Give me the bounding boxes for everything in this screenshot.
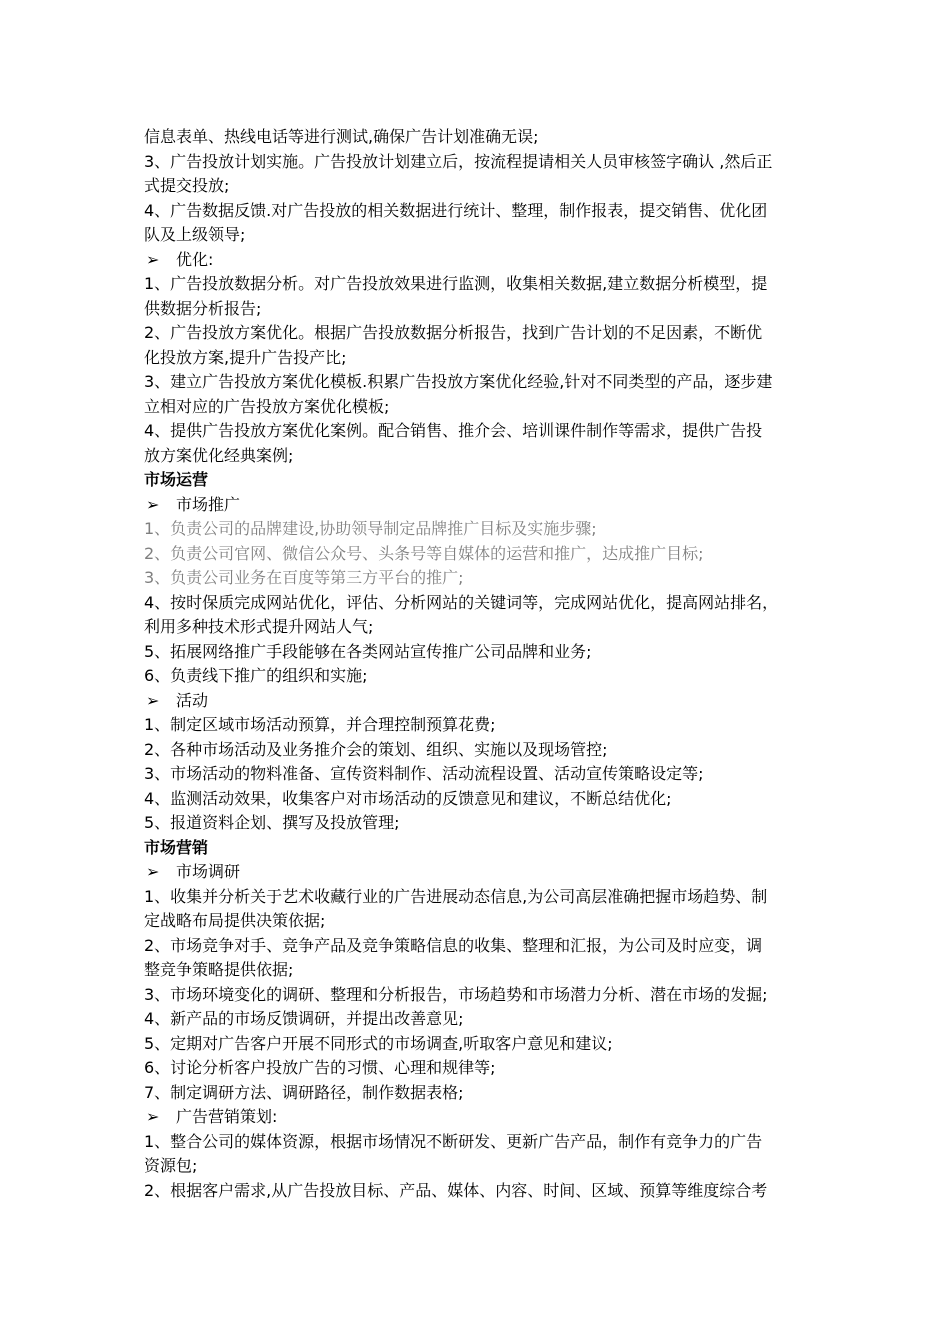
text-line: 1、广告投放数据分析。对广告投放效果进行监测，收集相关数据,建立数据分析模型，提 xyxy=(144,274,768,293)
text-line: 放方案优化经典案例; xyxy=(144,445,294,465)
document-body xyxy=(144,125,814,1203)
text-line: 2、市场竞争对手、竞争产品及竞争策略信息的收集、整理和汇报，为公司及时应变，调 xyxy=(144,935,763,955)
text-line: 4、监测活动效果，收集客户对市场活动的反馈意见和建议，不断总结优化; xyxy=(144,788,672,808)
text-line: 定战略布局提供决策依据; xyxy=(144,911,326,930)
text-line: 5、拓展网络推广手段能够在各类网站宣传推广公司品牌和业务; xyxy=(144,641,592,661)
text-line: 6、讨论分析客户投放广告的习惯、心理和规律等; xyxy=(144,1058,496,1077)
text-line: 1、负责公司的品牌建设,协助领导制定品牌推广目标及实施步骤; xyxy=(144,519,597,538)
text-line: 2、负责公司官网、微信公众号、头条号等自媒体的运营和推广，达成推广目标; xyxy=(144,543,704,563)
subsection-bullet-line xyxy=(144,1105,814,1130)
arrow-bullet-icon: ➢ xyxy=(146,862,160,881)
text-line: 3、市场活动的物料准备、宣传资料制作、活动流程设置、活动宣传策略设定等; xyxy=(144,764,704,783)
subsection-label: 市场调研 xyxy=(176,862,241,881)
text-line: 4、按时保质完成网站优化，评估、分析网站的关键词等，完成网站优化，提高网站排名， xyxy=(144,592,779,612)
text-line: 4、新产品的市场反馈调研，并提出改善意见; xyxy=(144,1009,464,1028)
text-line: 6、负责线下推广的组织和实施; xyxy=(144,666,368,685)
text-line: 1、整合公司的媒体资源，根据市场情况不断研发、更新广告产品，制作有竞争力的广告 xyxy=(144,1131,763,1151)
text-line: 化投放方案,提升广告投产比; xyxy=(144,347,347,367)
text-line: 3、负责公司业务在百度等第三方平台的推广; xyxy=(144,568,464,587)
text-line: 信息表单、热线电话等进行测试,确保广告计划准确无误; xyxy=(144,127,539,146)
text-line: 3、建立广告投放方案优化模板.积累广告投放方案优化经验,针对不同类型的产品，逐步建 xyxy=(144,372,773,391)
subsection-bullet-line xyxy=(144,248,814,273)
subsection-bullet-line xyxy=(144,860,814,885)
text-line: 1、制定区域市场活动预算，并合理控制预算花费; xyxy=(144,715,496,734)
text-line: 整竞争策略提供依据; xyxy=(144,960,294,979)
text-line: 5、定期对广告客户开展不同形式的市场调查,听取客户意见和建议; xyxy=(144,1033,613,1053)
text-line: 队及上级领导; xyxy=(144,225,246,244)
text-line: 式提交投放; xyxy=(144,176,230,195)
section-heading: 市场营销 xyxy=(144,837,209,857)
text-line: 2、根据客户需求,从广告投放目标、产品、媒体、内容、时间、区域、预算等维度综合考 xyxy=(144,1180,768,1200)
arrow-bullet-icon: ➢ xyxy=(146,494,160,514)
text-line: 3、广告投放计划实施。广告投放计划建立后，按流程提请相关人员审核签字确认 ,然后正 xyxy=(144,151,773,171)
text-line: 4、广告数据反馈.对广告投放的相关数据进行统计、整理，制作报表，提交销售、优化团 xyxy=(144,200,768,220)
text-line: 2、各种市场活动及业务推介会的策划、组织、实施以及现场管控; xyxy=(144,739,608,759)
text-line: 4、提供广告投放方案优化案例。配合销售、推介会、培训课件制作等需求，提供广告投 xyxy=(144,421,763,440)
arrow-bullet-icon: ➢ xyxy=(146,1107,160,1126)
text-line: 2、广告投放方案优化。根据广告投放数据分析报告，找到广告计划的不足因素，不断优 xyxy=(144,323,763,342)
text-line: 3、市场环境变化的调研、整理和分析报告，市场趋势和市场潜力分析、潜在市场的发掘; xyxy=(144,984,768,1004)
subsection-label: 活动 xyxy=(176,690,209,710)
text-line: 立相对应的广告投放方案优化模板; xyxy=(144,396,390,416)
text-line: 资源包; xyxy=(144,1156,198,1175)
text-line: 5、报道资料企划、撰写及投放管理; xyxy=(144,813,400,832)
text-line: 1、收集并分析关于艺术收藏行业的广告进展动态信息,为公司高层准确把握市场趋势、制 xyxy=(144,886,768,906)
text-line: 利用多种技术形式提升网站人气; xyxy=(144,617,374,636)
text-line: 7、制定调研方法、调研路径，制作数据表格; xyxy=(144,1082,464,1102)
subsection-label: 广告营销策划: xyxy=(176,1107,278,1126)
text-line: 供数据分析报告; xyxy=(144,298,262,318)
subsection-label: 市场推广 xyxy=(176,494,241,514)
arrow-bullet-icon: ➢ xyxy=(146,249,160,269)
subsection-bullet-line xyxy=(144,689,814,714)
section-heading: 市场运营 xyxy=(144,470,209,489)
subsection-bullet-line xyxy=(144,493,814,518)
arrow-bullet-icon: ➢ xyxy=(146,690,160,710)
subsection-label: 优化: xyxy=(176,249,214,269)
